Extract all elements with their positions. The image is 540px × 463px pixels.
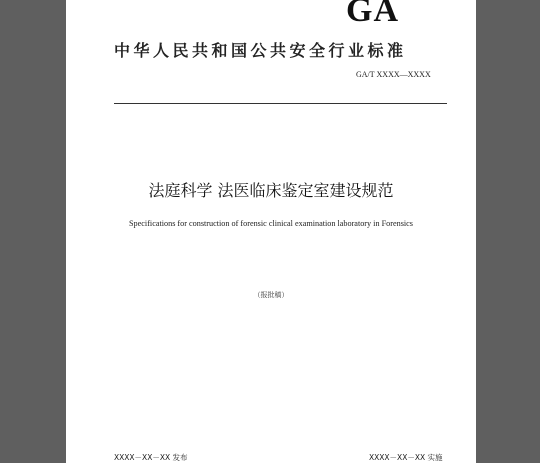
document-title-cn: 法庭科学 法医临床鉴定室建设规范: [148, 181, 394, 200]
standard-title: 中华人民共和国公共安全行业标准: [114, 41, 407, 60]
standard-code: GA/T XXXX—XXXX: [356, 70, 431, 79]
ga-logo: GA: [346, 0, 399, 29]
issue-date: XXXX－XX－XX 发布: [114, 453, 188, 462]
header-divider: [114, 103, 447, 104]
draft-status: （报批稿）: [253, 291, 289, 299]
document-title-en: Specifications for construction of forensic clinical examination laboratory in Forensics: [129, 219, 413, 228]
document-page: [66, 0, 476, 463]
implementation-date: XXXX－XX－XX 实施: [369, 453, 443, 462]
